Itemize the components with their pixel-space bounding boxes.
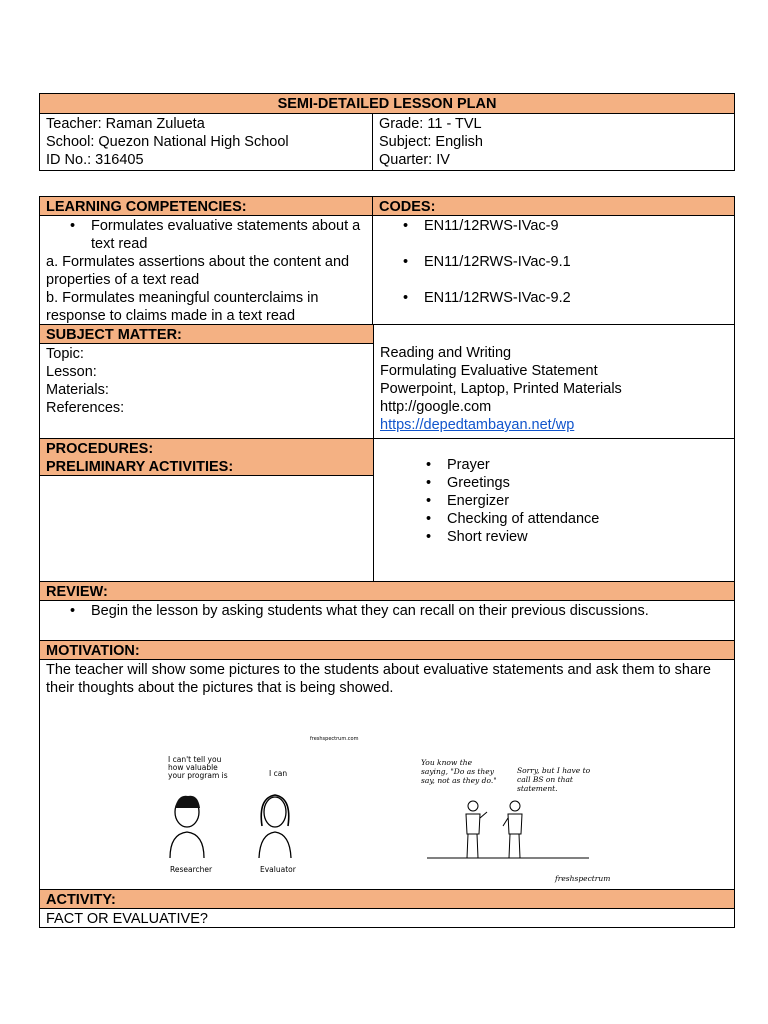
left-speech: You know the saying, "Do as they say, not as they do." [421,758,497,785]
codes-heading: CODES: [373,197,734,215]
activity-item: • Greetings [402,474,728,492]
page-title: SEMI-DETAILED LESSON PLAN [40,94,734,113]
references-label: References: [46,400,125,416]
topic-label: Topic: [46,346,84,362]
comic-signature: freshspectrum [555,874,611,883]
comic-two-men-illustration [415,724,615,886]
comic-people-illustration [126,732,354,880]
right-speech: Sorry, but I have to call BS on that statement. [517,766,591,793]
motivation-body [40,659,734,889]
evaluator-head [264,797,286,827]
quarter: Quarter: IV [379,152,450,168]
researcher-body [170,832,204,858]
evaluator-speech: I can [269,769,288,778]
lesson-plan-body-table [39,196,735,928]
motivation-heading: MOTIVATION: [40,640,734,659]
lesson-plan-header-table [39,93,735,171]
review-body [40,600,734,640]
activity-item: • Checking of attendance [402,510,728,528]
activity-item: • Short review [402,528,728,546]
subject-matter-labels [40,343,373,418]
procedures-heading-block [40,439,373,475]
man1-head [468,801,478,811]
teacher-info [40,114,373,170]
code-item: • EN11/12RWS-IVac-9.1 [379,253,728,271]
review-heading: REVIEW: [40,581,734,600]
evaluator-hair [261,795,289,826]
comic-credit: freshspectrum.com [310,736,359,742]
competencies-heading: LEARNING COMPETENCIES: [40,197,373,215]
man1-body [466,812,487,858]
lesson-label: Lesson: [46,364,97,380]
procedures-heading: PROCEDURES: [46,441,154,457]
man2-body [503,814,522,858]
review-item: • Begin the lesson by asking students what they can recall on their previous discussions. [46,602,728,620]
activity-item: • Energizer [402,492,728,510]
teacher-name: Teacher: Raman Zulueta [46,116,205,132]
comic-researcher-evaluator [126,732,359,880]
id-number: ID No.: 316405 [46,152,144,168]
materials-value: Powerpoint, Laptop, Printed Materials [380,381,622,397]
class-info [373,114,734,170]
subject-matter-heading: SUBJECT MATTER: [40,325,373,343]
reference-link[interactable]: https://depedtambayan.net/wp [380,417,575,433]
researcher-hair [175,796,200,808]
subject: Subject: English [379,134,483,150]
preliminary-activities-heading: PRELIMINARY ACTIVITIES: [46,459,234,475]
code-item: • EN11/12RWS-IVac-9.2 [379,289,728,307]
researcher-speech: I can't tell you how valuable your program is [168,755,228,780]
man2-head [510,801,520,811]
reference-google: http://google.com [380,399,492,415]
activity-heading: ACTIVITY: [40,889,734,908]
grade: Grade: 11 - TVL [379,116,482,132]
code-item: • EN11/12RWS-IVac-9 [379,217,728,235]
researcher-label: Researcher [170,865,213,874]
topic-value: Reading and Writing [380,345,512,361]
competencies-list [40,216,373,324]
comic-bs-statement [415,724,615,886]
materials-label: Materials: [46,382,109,398]
activity-text: FACT OR EVALUATIVE? [40,908,734,927]
activity-item: • Prayer [402,456,728,474]
preliminary-activities-list [374,439,734,581]
school-name: School: Quezon National High School [46,134,289,150]
motivation-text: The teacher will show some pictures to the students about evaluative statements and ask them to share their thoughts about the pictures that is being showed. [46,662,711,696]
competency-bullet: • Formulates evaluative statements about a text read [46,217,366,253]
competency-a: a. Formulates assertions about the content and properties of a text read [46,254,350,288]
evaluator-label: Evaluator [260,865,296,874]
subject-matter-values [374,325,734,438]
lesson-value: Formulating Evaluative Statement [380,363,598,379]
codes-list [373,216,734,324]
evaluator-body [259,832,291,858]
competency-b: b. Formulates meaningful counterclaims in response to claims made in a text read [46,290,319,324]
